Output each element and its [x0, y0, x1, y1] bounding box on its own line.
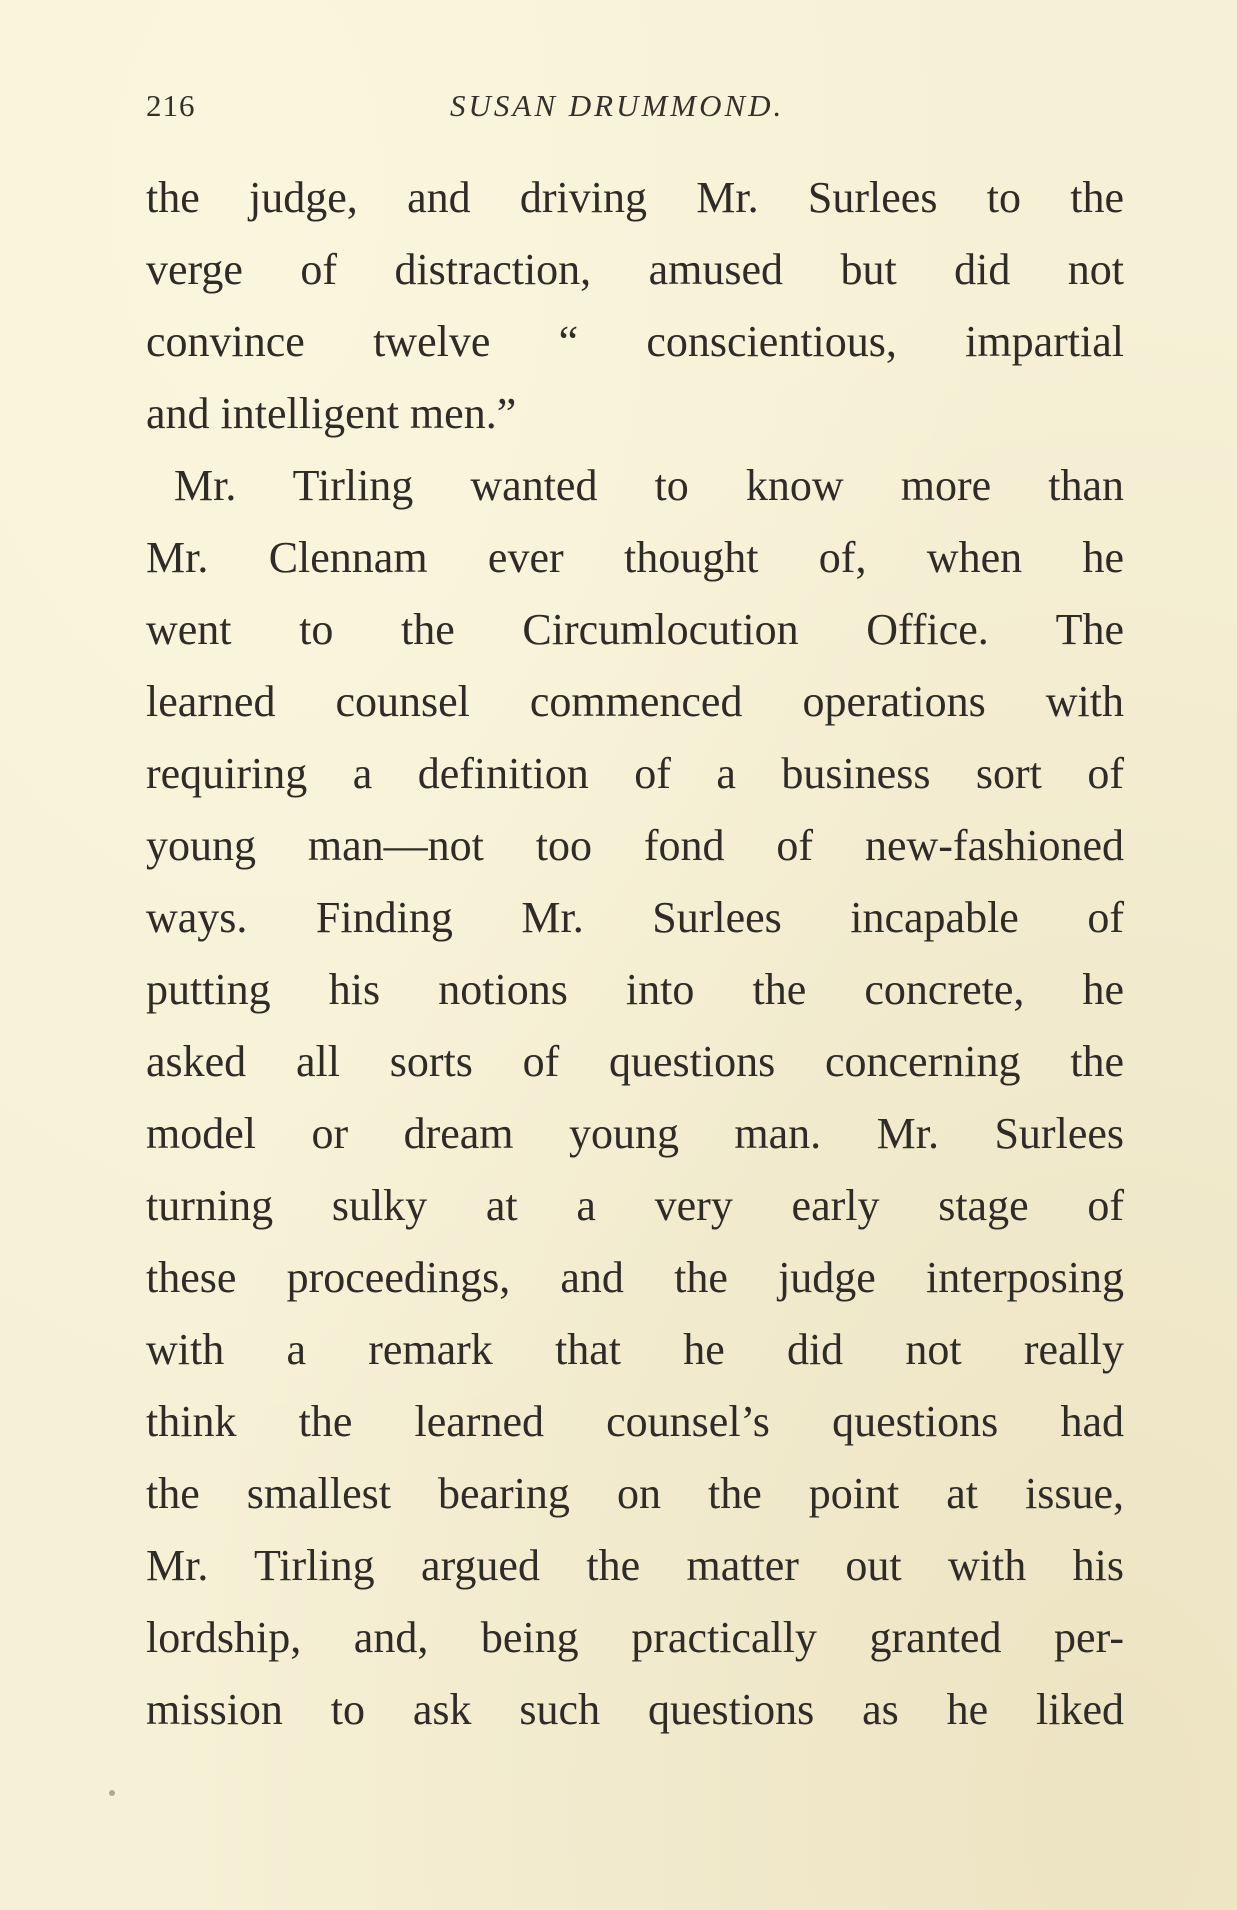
text-line: convince twelve “ conscientious, impartial	[146, 317, 1124, 366]
text-line: these proceedings, and the judge interposing	[146, 1253, 1124, 1302]
text-line: with a remark that he did not really	[146, 1325, 1124, 1374]
text-line: asked all sorts of questions concerning the	[146, 1037, 1124, 1086]
text-line: model or dream young man. Mr. Surlees	[146, 1109, 1124, 1158]
text-line: lordship, and, being practically granted per-	[146, 1613, 1124, 1662]
text-line: Mr. Tirling wanted to know more than	[174, 461, 1124, 510]
text-line: the smallest bearing on the point at issue,	[146, 1469, 1124, 1518]
text-line: the judge, and driving Mr. Surlees to the	[146, 173, 1124, 222]
text-line: Mr. Tirling argued the matter out with his	[146, 1541, 1124, 1590]
text-line: verge of distraction, amused but did not	[146, 245, 1124, 294]
text-line: requiring a definition of a business sort of	[146, 749, 1124, 798]
running-head	[146, 88, 1126, 128]
text-line: turning sulky at a very early stage of	[146, 1181, 1124, 1230]
text-line: putting his notions into the concrete, he	[146, 965, 1124, 1014]
text-line: young man—not too fond of new-fashioned	[146, 821, 1124, 870]
text-line: and intelligent men.”	[146, 389, 517, 438]
text-line: think the learned counsel’s questions had	[146, 1397, 1124, 1446]
text-line: mission to ask such questions as he liked	[146, 1685, 1124, 1734]
text-line: went to the Circumlocution Office. The	[146, 605, 1124, 654]
text-line: learned counsel commenced operations with	[146, 677, 1124, 726]
text-line: ways. Finding Mr. Surlees incapable of	[146, 893, 1124, 942]
body-text	[146, 162, 1124, 1746]
page-number: 216	[146, 88, 196, 123]
running-title: SUSAN DRUMMOND.	[450, 88, 785, 123]
paper-speck	[109, 1790, 115, 1796]
text-line: Mr. Clennam ever thought of, when he	[146, 533, 1124, 582]
